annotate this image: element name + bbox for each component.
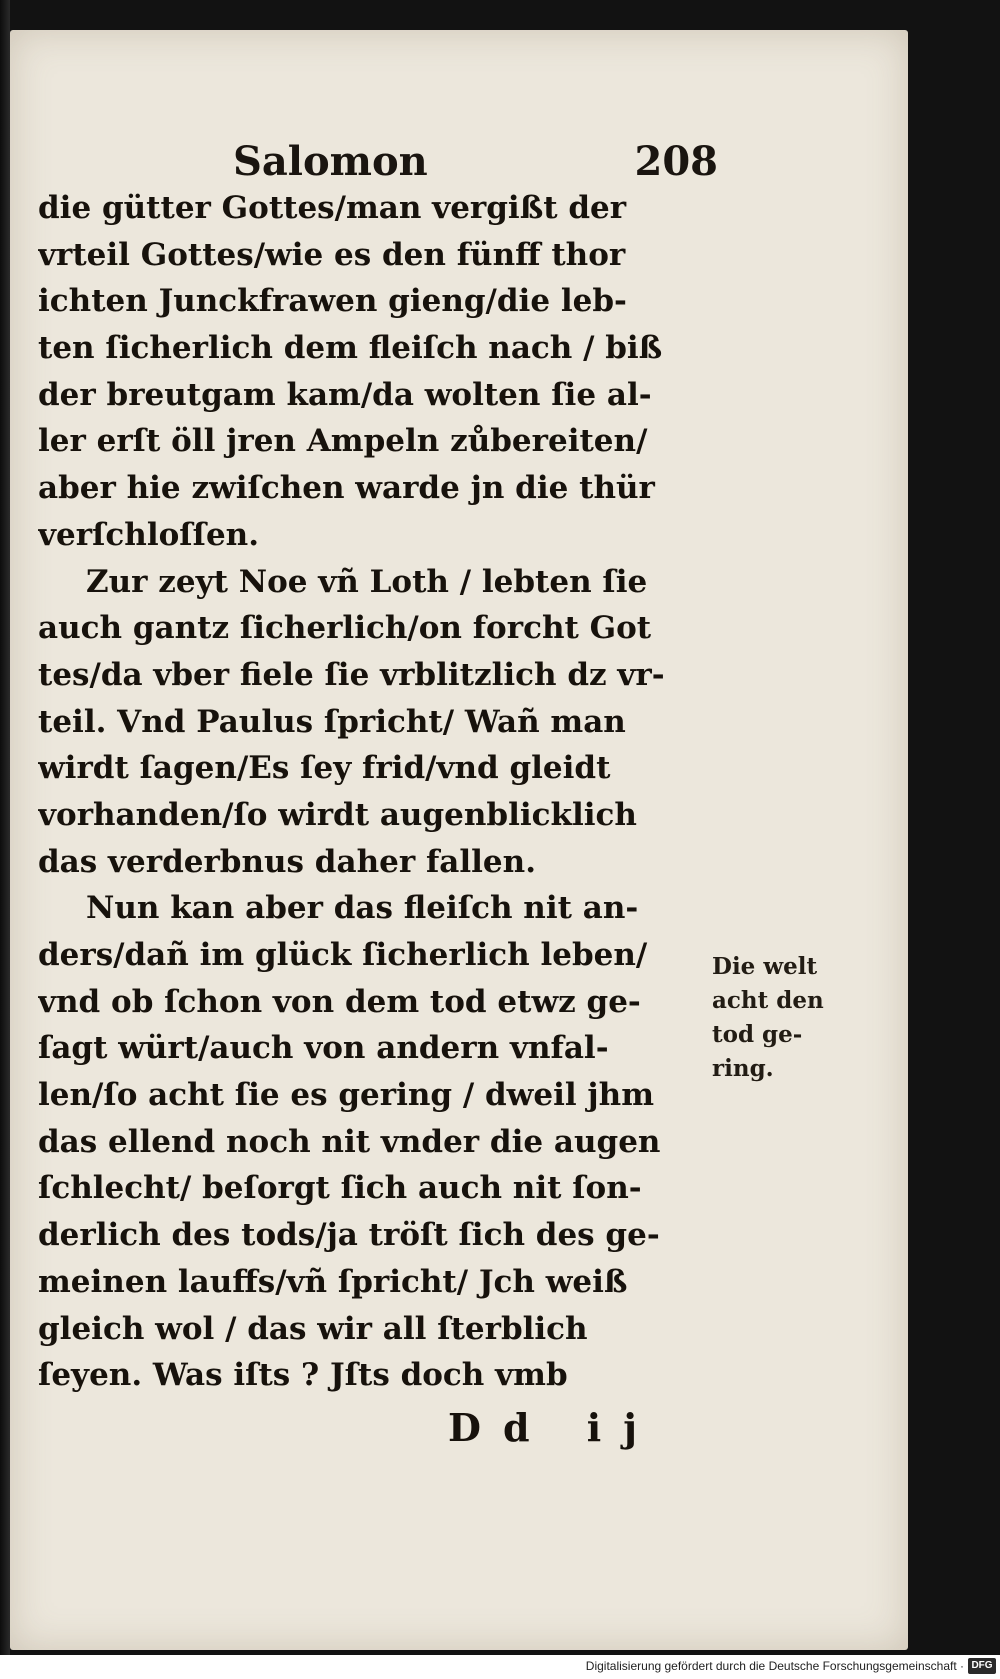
text-line: verſchloſſen. [38,516,259,553]
text-line: vnd ob ſchon von dem tod etwz ge- [38,983,641,1020]
footer-bar [0,1655,1000,1679]
page-number: 208 [634,138,718,185]
text-line: ſeyen. Was iſts ? Jſts doch vmb [38,1357,568,1394]
funding-credit: Digitalisierung gefördert durch die Deutsche Forschungsgemeinschaft · [585,1659,964,1673]
text-line: auch gantz ſicherlich/on forcht Got [38,610,652,647]
text-line: vrteil Gottes/wie es den fünff thor [38,236,626,273]
paragraph-start-line: Zur zeyt Noe vñ Loth / lebten ſie [86,563,648,600]
text-line: der breutgam kam/da wolten ſie al- [38,376,652,413]
text-line: tes/da vber fiele ſie vrblitzlich dz vr- [38,656,665,693]
text-line: ten ſicherlich dem fleiſch nach / biß [38,330,663,367]
text-line: ichten Junckfrawen gieng/die leb- [38,283,627,320]
text-line: gleich wol / das wir all ſterblich [38,1310,588,1347]
text-line: die gütter Gottes/man vergißt der [38,190,627,226]
page-header [38,138,718,188]
text-line: meinen lauffs/vñ ſpricht/ Jch weiß [38,1263,628,1300]
text-line: das verderbnus daher fallen. [38,843,536,880]
text-line: derlich des tods/ja tröſt ſich des ge- [38,1217,660,1254]
text-line: ders/dañ im glück ſicherlich leben/ [38,937,648,973]
dfg-logo: DFG [968,1658,996,1674]
marginal-note-line: ring. [712,1055,774,1082]
text-line: ſagt würt/auch von andern vnfal- [38,1030,609,1067]
marginal-note [712,950,842,1086]
paragraph-start-line: Nun kan aber das fleiſch nit an- [86,890,639,927]
text-line: ler erſt öll jren Ampeln zůbereiten/ [38,423,648,460]
text-line: wirdt ſagen/Es ſey frid/vnd gleidt [38,750,611,787]
text-line: teil. Vnd Paulus ſpricht/ Wañ man [38,703,626,740]
signature-mark: Dd ij [448,1405,659,1450]
marginal-note-line: Die welt [712,953,818,980]
marginal-note-line: tod ge- [712,1021,803,1048]
running-title: Salomon [233,138,428,185]
text-line: ſchlecht/ beſorgt ſich auch nit ſon- [38,1170,642,1207]
body-text [38,185,718,1399]
text-line: aber hie zwiſchen warde jn die thür [38,470,655,507]
text-line: len/ſo acht ſie es gering / dweil jhm [38,1077,654,1114]
book-gutter [0,0,10,1655]
text-line: vorhanden/ſo wirdt augenblicklich [38,796,637,833]
marginal-note-line: acht den [712,987,824,1014]
text-line: das ellend noch nit vnder die augen [38,1123,661,1160]
